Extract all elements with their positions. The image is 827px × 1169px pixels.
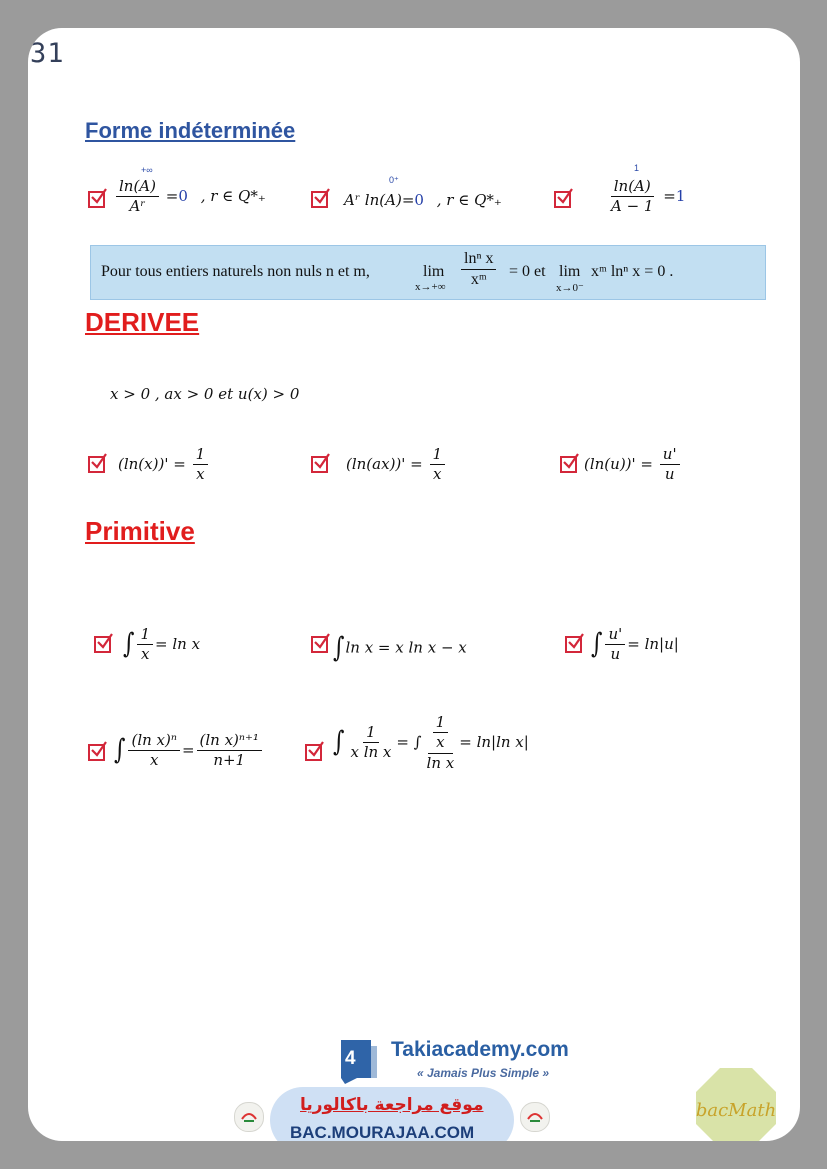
checkbox-icon — [88, 744, 105, 761]
checkbox-icon — [565, 636, 582, 653]
checkbox-icon — [560, 456, 577, 473]
checkbox-icon — [94, 636, 111, 653]
limit-note-2: 0⁺ — [389, 175, 399, 185]
primitive-ln-x: ∫ln x = x ln x − x — [333, 632, 467, 665]
box-mid-text: = 0 et — [509, 263, 546, 280]
box-lim-1-sub: x→+∞ — [415, 281, 446, 293]
page-number: 31 — [30, 38, 65, 69]
left-seal-icon — [234, 1102, 264, 1132]
bacmath-logo-text: bacMath — [696, 1100, 776, 1121]
limit-note-1: +∞ — [141, 165, 153, 175]
formula-ln-over-a-minus-1: $\frac{\ln(A)}{A - 1}$ =1 — [611, 177, 686, 216]
takiacademy-logo — [335, 1038, 379, 1084]
box-lim-2-sub: x→0⁻ — [556, 282, 584, 294]
primitive-u-prime-over-u: ∫ $\frac{u'}{u}$ = ln|u| — [591, 625, 679, 664]
limit-note-3: 1 — [634, 163, 640, 173]
checkbox-icon — [554, 191, 571, 208]
section-title-derivee: DERIVEE — [85, 307, 200, 337]
checkbox-icon — [311, 191, 328, 208]
checkbox-icon — [311, 456, 328, 473]
derivative-ln-ax: (ln(ax))' = $\frac{1}{x}$ — [346, 446, 447, 484]
checkbox-icon — [88, 191, 105, 208]
box-lim-1-fraction: $\frac{\text{lnⁿ x}}{\text{xᵐ}}$ — [459, 250, 498, 290]
primitive-one-over-x-ln-x: ∫ $\frac{1}{\text{x ln x}}$ = ∫ $\frac{\frac{1}{x}}{\text{ln x}}$ = ln|ln x| — [333, 713, 529, 772]
right-seal-icon — [520, 1102, 550, 1132]
section-title-forme: Forme indéterminée — [85, 118, 296, 143]
box-lim-2: lim — [559, 263, 581, 280]
checkbox-icon — [311, 636, 328, 653]
box-lim-2-expr: xᵐ lnⁿ x = 0 . — [591, 263, 674, 280]
footer-slogan: « Jamais Plus Simple » — [417, 1066, 550, 1080]
banner-arabic-text: موقع مراجعة باكالوريا — [300, 1095, 484, 1115]
box-text-intro: Pour tous entiers naturels non nuls n et m, — [101, 263, 370, 280]
checkbox-icon — [88, 456, 105, 473]
derivative-ln-u: (ln(u))' = $\frac{u'}{u}$ — [584, 446, 682, 484]
banner-site-link[interactable]: BAC.MOURAJAA.COM — [290, 1123, 475, 1141]
derivee-conditions: x > 0 , ax > 0 et u(x) > 0 — [110, 385, 300, 403]
document-page — [28, 28, 800, 1141]
formula-power-times-ln: Aʳ ln(A)=0 , r ∈ Q*₊ — [344, 191, 502, 209]
badge-number: 4 — [345, 1048, 356, 1069]
box-lim-1: lim — [423, 263, 445, 280]
limits-theorem-box — [90, 245, 766, 300]
bacmath-logo — [696, 1068, 776, 1141]
mourajaa-banner — [270, 1087, 514, 1141]
formula-ln-over-power: $\frac{\ln(A)}{\text{Aʳ}}$ =0 , r ∈ Q*₊ — [114, 178, 266, 216]
checkbox-icon — [305, 744, 322, 761]
derivative-ln-x: (ln(x))' = $\frac{1}{x}$ — [118, 446, 210, 484]
primitive-one-over-x: ∫ $\frac{1}{x}$ = ln x — [123, 625, 201, 664]
primitive-ln-power: ∫ $\frac{\text{(ln x)ⁿ}}{x}$ = $\frac{\text{(ln x)ⁿ⁺¹}}{n+1}$ — [114, 732, 264, 770]
footer-brand: Takiacademy.com — [391, 1038, 569, 1061]
section-title-primitive: Primitive — [85, 516, 195, 546]
